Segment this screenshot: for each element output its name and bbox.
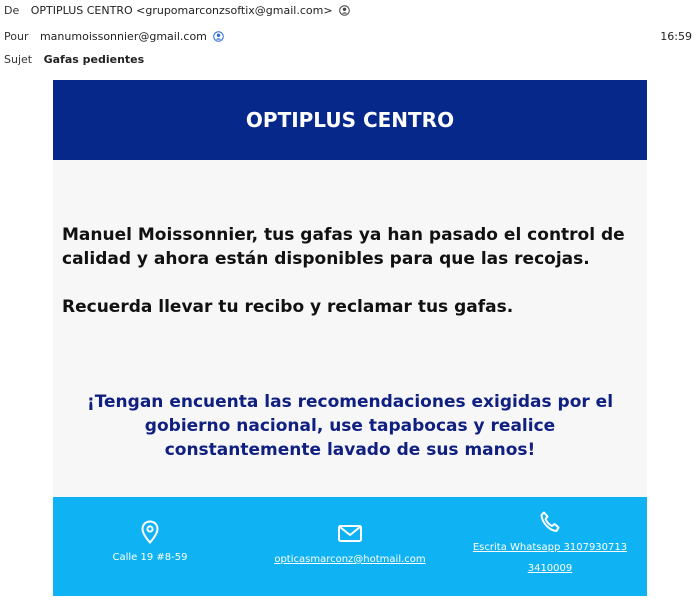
phone-icon xyxy=(540,511,560,533)
footer-email xyxy=(260,497,440,565)
health-notice: ¡Tengan encuenta las recomendaciones exigidas por el gobierno nacional, use tapabocas y realice constantemente lavado de sus manos! xyxy=(86,392,614,460)
footer-address-text: Calle 19 #8-59 xyxy=(112,552,188,563)
banner-title: OPTIPLUS CENTRO xyxy=(245,108,455,132)
subject-label: Sujet xyxy=(4,53,33,66)
from-row xyxy=(4,1,350,21)
footer-address xyxy=(60,497,240,563)
contact-icon[interactable] xyxy=(213,29,224,49)
from-value[interactable]: OPTIPLUS CENTRO <grupomarconzsoftix@gmail.com> xyxy=(30,4,333,17)
email-footer xyxy=(53,497,647,596)
email-banner xyxy=(53,80,647,160)
location-pin-icon xyxy=(141,520,159,544)
message-time: 16:59 xyxy=(660,30,692,43)
contact-icon[interactable] xyxy=(339,3,350,23)
footer-email-link[interactable]: opticasmarconz@hotmail.com xyxy=(274,554,426,565)
to-row xyxy=(4,27,224,47)
from-label: De xyxy=(4,4,20,17)
subject-value: Gafas pedientes xyxy=(43,53,145,66)
subject-row xyxy=(4,50,144,70)
message-line-1: Manuel Moissonnier, tus gafas ya han pasado el control de calidad y ahora están disponibles para que las recojas. xyxy=(62,225,625,269)
message-line-2: Recuerda llevar tu recibo y reclamar tus gafas. xyxy=(62,297,514,317)
footer-whatsapp xyxy=(460,497,640,579)
message-text xyxy=(62,223,642,319)
email-body xyxy=(53,80,647,596)
to-value[interactable]: manumoissonnier@gmail.com xyxy=(39,30,207,43)
to-label: Pour xyxy=(4,30,29,43)
envelope-icon xyxy=(338,525,362,542)
footer-whatsapp-link[interactable]: Escrita Whatsapp 3107930713 3410009 xyxy=(472,542,628,574)
